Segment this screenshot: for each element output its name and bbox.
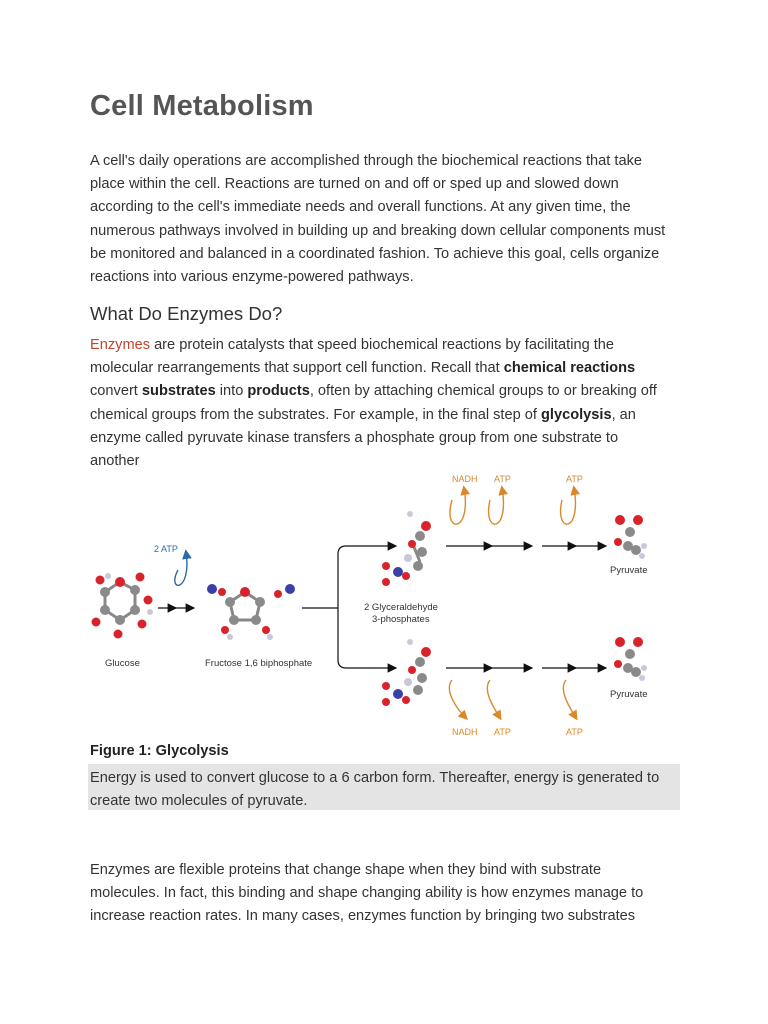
text-run: convert: [90, 383, 142, 400]
g3p-label-line1: 2 Glyceraldehyde: [364, 602, 438, 613]
atp-input-arrow: [175, 552, 187, 585]
bold-term-chemical-reactions: chemical reactions: [503, 360, 636, 377]
nadh-output-arrow-bottom: [449, 680, 466, 718]
figure-caption: Energy is used to convert glucose to a 6 carbon form. Thereafter, energy is generated to create two molecules of pyruvate.: [90, 770, 660, 810]
text-run: are protein catalysts that speed biochemical reactions by facilitating the molecular rearrangements that support cell function. Recall that: [90, 337, 615, 377]
enzymes-paragraph: [90, 334, 670, 473]
pyruvate-molecule-bottom: [614, 637, 647, 681]
page-title: Cell Metabolism: [90, 90, 314, 122]
nadh-label-bottom: NADH: [452, 727, 478, 737]
atp-label-top-2: ATP: [566, 474, 583, 484]
atp-output-arrow-top-1: [489, 488, 504, 524]
figure-label: Figure 1: Glycolysis: [90, 743, 229, 759]
bold-term-substrates: substrates: [141, 383, 216, 400]
pyruvate-label-top: Pyruvate: [610, 565, 648, 576]
nadh-label-top: NADH: [452, 474, 478, 484]
atp-label-top-1: ATP: [494, 474, 511, 484]
pyruvate-molecule-top: [614, 515, 647, 559]
bold-term-products: products: [247, 383, 310, 400]
glycolysis-diagram: [80, 462, 680, 742]
atp-input-label: 2 ATP: [154, 544, 178, 554]
text-run: , often by attaching chemical groups to or breaking off chemical groups from the substrates. For example, in the final step of: [90, 383, 657, 423]
section-heading: What Do Enzymes Do?: [90, 303, 283, 324]
pyruvate-label-bottom: Pyruvate: [610, 689, 648, 700]
enzymes-link[interactable]: Enzymes: [90, 337, 151, 353]
g3p-molecule-top: [382, 511, 431, 586]
glucose-label: Glucose: [105, 658, 140, 669]
g3p-molecule-bottom: [382, 639, 431, 706]
atp-label-bottom-1: ATP: [494, 727, 511, 737]
g3p-label-line2: 3-phosphates: [372, 614, 430, 625]
atp-output-arrow-bottom-1: [487, 680, 500, 718]
atp-label-bottom-2: ATP: [566, 727, 583, 737]
figure-caption-box: [88, 764, 680, 810]
fructose-molecule: [207, 584, 295, 640]
glucose-molecule: [92, 573, 154, 639]
fructose-label: Fructose 1,6 biphosphate: [205, 658, 313, 669]
text-run: into: [215, 383, 248, 400]
bold-term-glycolysis: glycolysis: [541, 406, 612, 423]
atp-output-arrow-bottom-2: [563, 680, 576, 718]
intro-paragraph: A cell's daily operations are accomplished through the biochemical reactions that take place within the cell. Reactions are turned on and off or sped up and slowed down according to the cell's immediate needs and overall functions. At any given time, the numerous pathways involved in building up and breaking down cellular components must be monitored and balanced in a coordinated fashion. To achieve this goal, cells organize reactions into various enzyme-powered pathways.: [90, 153, 666, 286]
text-run: , an enzyme called pyruvate kinase transfers a phosphate group from one substrate to another: [90, 406, 636, 470]
closing-paragraph: Enzymes are flexible proteins that change shape when they bind with substrate molecules. In fact, this binding and shape changing ability is how enzymes manage to increase reaction rates. In many cases, enzymes function by bringing two substrates: [90, 862, 644, 925]
nadh-output-arrow-top: [450, 488, 465, 524]
atp-output-arrow-top-2: [561, 488, 576, 524]
